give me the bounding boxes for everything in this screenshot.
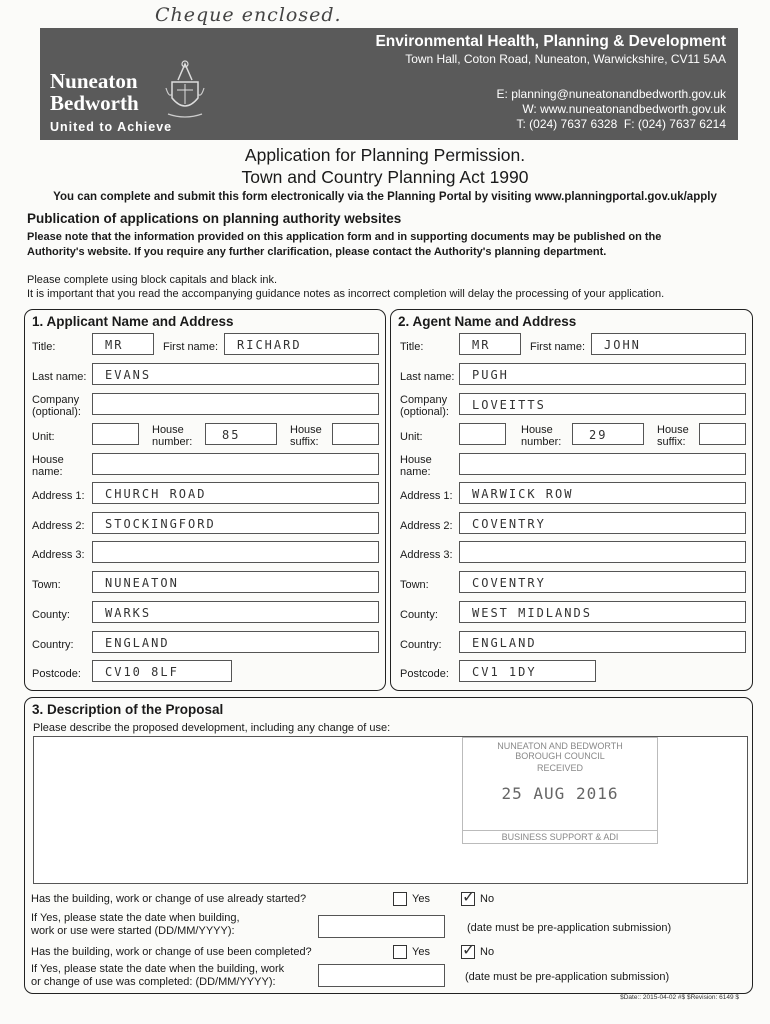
applicant-house-suffix-label-line-1: House (290, 424, 322, 436)
applicant-house-name-field[interactable] (92, 453, 379, 475)
applicant-address3-label: Address 3: (32, 549, 85, 561)
agent-house-suffix-label-line-2: suffix: (657, 436, 686, 448)
agent-house-number-label-line-2: number: (521, 436, 562, 448)
agent-first-name-label: First name: (530, 341, 586, 353)
agent-unit-field[interactable] (459, 423, 506, 445)
applicant-house-number-field[interactable] (205, 423, 277, 445)
agent-house-suffix-label-line-1: House (657, 424, 689, 436)
agent-company-field[interactable] (459, 393, 746, 415)
agent-house-suffix-label (657, 424, 689, 448)
stamp-line-2: BOROUGH COUNCIL (515, 751, 605, 761)
applicant-section-heading: 1. Applicant Name and Address (32, 314, 234, 329)
agent-company-label-line-1: Company (400, 394, 448, 406)
applicant-first-name-label: First name: (163, 341, 219, 353)
applicant-title-field[interactable] (92, 333, 154, 355)
check-mark-icon: ✓ (462, 942, 476, 959)
applicant-house-number-label-line-1: House (152, 424, 184, 436)
stamp-line-4: BUSINESS SUPPORT & ADI (463, 830, 657, 842)
stamp-line-1: NUNEATON AND BEDWORTH (497, 741, 623, 751)
applicant-house-number-value: 85 (222, 428, 241, 442)
applicant-country-field[interactable] (92, 631, 379, 653)
started-date-label (31, 912, 240, 937)
contact-phone-fax (517, 117, 727, 131)
applicant-unit-label: Unit: (32, 431, 55, 443)
agent-title-field[interactable] (459, 333, 521, 355)
completion-instructions (27, 273, 767, 301)
agent-last-name-field[interactable] (459, 363, 746, 385)
agent-address1-value: WARWICK ROW (472, 487, 574, 501)
applicant-county-value: WARKS (105, 606, 152, 620)
agent-address2-label: Address 2: (400, 520, 453, 532)
applicant-first-name-field[interactable] (224, 333, 379, 355)
agent-country-field[interactable] (459, 631, 746, 653)
agent-address1-label: Address 1: (400, 490, 453, 502)
header-banner (40, 28, 738, 140)
form-subtitle: Town and Country Planning Act 1990 (241, 167, 529, 187)
intro-text: You can complete and submit this form electronically via the Planning Portal by visiting www.planningportal.gov.uk/apply (53, 191, 717, 203)
agent-address2-value: COVENTRY (472, 517, 546, 531)
completed-question: Has the building, work or change of use been completed? (31, 946, 312, 958)
completed-yes-label: Yes (412, 946, 430, 958)
started-no-label: No (480, 893, 495, 905)
agent-county-label: County: (400, 609, 438, 621)
applicant-county-field[interactable] (92, 601, 379, 623)
agent-address3-field[interactable] (459, 541, 746, 563)
applicant-address2-field[interactable] (92, 512, 379, 534)
agent-last-name-label: Last name: (400, 371, 455, 383)
applicant-postcode-field[interactable] (92, 660, 232, 682)
applicant-company-label-line-1: Company (32, 394, 80, 406)
agent-unit-label: Unit: (400, 431, 423, 443)
department-address: Town Hall, Coton Road, Nuneaton, Warwickshire, CV11 5AA (405, 52, 726, 66)
applicant-address3-field[interactable] (92, 541, 379, 563)
agent-first-name-value: JOHN (604, 338, 641, 352)
applicant-section (24, 309, 386, 691)
completed-no-checkbox[interactable] (461, 942, 476, 959)
applicant-house-name-label-line-1: House (32, 454, 64, 466)
received-stamp (462, 737, 658, 844)
proposal-description-label: Please describe the proposed development, including any change of use: (33, 722, 391, 734)
agent-title-value: MR (472, 338, 491, 352)
applicant-house-number-label-line-2: number: (152, 436, 193, 448)
started-date-note: (date must be pre-application submission) (467, 922, 672, 934)
council-logo (50, 70, 139, 114)
completed-yes-checkbox[interactable] (393, 945, 407, 959)
applicant-county-label: County: (32, 609, 70, 621)
applicant-house-name-label-line-2: name: (32, 466, 63, 478)
applicant-town-label: Town: (32, 579, 61, 591)
completed-date-note: (date must be pre-application submission) (465, 971, 670, 983)
agent-house-number-field[interactable] (572, 423, 644, 445)
applicant-postcode-value: CV10 8LF (105, 665, 179, 679)
stamp-line-3: RECEIVED (536, 763, 583, 773)
publication-note (27, 230, 747, 259)
form-title: Application for Planning Permission. (244, 145, 526, 165)
agent-last-name-value: PUGH (472, 368, 509, 382)
agent-house-name-label-line-1: House (400, 454, 432, 466)
completed-no-label: No (480, 946, 495, 958)
agent-house-number-label-line-1: House (521, 424, 553, 436)
agent-country-label: Country: (400, 639, 442, 651)
stamp-date: 25 AUG 2016 (501, 784, 619, 803)
applicant-postcode-label: Postcode: (32, 668, 81, 680)
agent-section (390, 309, 753, 691)
agent-house-number-label (521, 424, 561, 448)
completed-date-label-line-2: or change of use was completed: (DD/MM/YYYY): (31, 975, 276, 988)
applicant-town-field[interactable] (92, 571, 379, 593)
agent-postcode-value: CV1 1DY (472, 665, 537, 679)
agent-postcode-field[interactable] (459, 660, 596, 682)
started-yes-label: Yes (412, 893, 430, 905)
applicant-address2-label: Address 2: (32, 520, 85, 532)
agent-house-name-label-line-2: name: (400, 466, 431, 478)
agent-address3-label: Address 3: (400, 549, 453, 561)
applicant-last-name-value: EVANS (105, 368, 152, 382)
contact-phone: T: (024) 7637 6328 (516, 117, 618, 131)
agent-county-value: WEST MIDLANDS (472, 606, 592, 620)
started-question: Has the building, work or change of use already started? (31, 893, 307, 905)
applicant-house-name-label (32, 454, 64, 478)
agent-country-value: ENGLAND (472, 636, 537, 650)
agent-postcode-label: Postcode: (400, 668, 449, 680)
applicant-title-label: Title: (32, 341, 56, 353)
completed-date-label (31, 963, 284, 988)
agent-address1-field[interactable] (459, 482, 746, 504)
agent-town-field[interactable] (459, 571, 746, 593)
agent-first-name-field[interactable] (591, 333, 746, 355)
applicant-town-value: NUNEATON (105, 576, 179, 590)
started-yes-checkbox[interactable] (393, 892, 407, 906)
applicant-last-name-field[interactable] (92, 363, 379, 385)
agent-county-field[interactable] (459, 601, 746, 623)
applicant-address2-value: STOCKINGFORD (105, 517, 216, 531)
completed-date-field[interactable] (318, 964, 445, 987)
applicant-company-label (32, 394, 81, 418)
proposal-section-heading: 3. Description of the Proposal (32, 702, 224, 717)
agent-company-label-line-2: (optional): (400, 406, 449, 418)
contact-fax: F: (024) 7637 6214 (623, 117, 726, 131)
contact-email: E: planning@nuneatonandbedworth.gov.uk (496, 87, 726, 101)
applicant-address1-field[interactable] (92, 482, 379, 504)
applicant-title-value: MR (105, 338, 124, 352)
started-date-field[interactable] (318, 915, 445, 938)
agent-section-heading: 2. Agent Name and Address (398, 314, 577, 329)
agent-house-name-field[interactable] (459, 453, 746, 475)
applicant-company-field[interactable] (92, 393, 379, 415)
applicant-house-suffix-label (290, 424, 322, 448)
agent-company-label (400, 394, 449, 418)
applicant-company-label-line-2: (optional): (32, 406, 81, 418)
contact-web: W: www.nuneatonandbedworth.gov.uk (522, 102, 726, 116)
started-date-label-line-2: work or use were started (DD/MM/YYYY): (31, 924, 235, 937)
tagline: United to Achieve (50, 120, 173, 134)
logo-line-2: Bedworth (50, 91, 139, 115)
applicant-unit-field[interactable] (92, 423, 139, 445)
applicant-first-name-value: RICHARD (237, 338, 302, 352)
instructions-line-1: Please complete using block capitals and black ink. (27, 274, 278, 286)
applicant-house-number-label (152, 424, 192, 448)
agent-company-value: LOVEITTS (472, 398, 546, 412)
instructions-line-2: It is important that you read the accompanying guidance notes as incorrect completion will delay the processing of your application. (27, 288, 665, 300)
agent-town-value: COVENTRY (472, 576, 546, 590)
agent-town-label: Town: (400, 579, 429, 591)
applicant-country-value: ENGLAND (105, 636, 170, 650)
started-date-label-line-1: If Yes, please state the date when building, (31, 912, 240, 924)
agent-house-name-label (400, 454, 432, 478)
applicant-house-suffix-label-line-2: suffix: (290, 436, 319, 448)
completed-date-label-line-1: If Yes, please state the date when the building, work (31, 963, 285, 975)
council-crest-icon (164, 58, 206, 120)
handwritten-annotation: Cheque enclosed. (155, 4, 342, 26)
applicant-country-label: Country: (32, 639, 74, 651)
publication-note-line-2: Authority's website. If you require any further clarification, please contact the Authority's planning department. (27, 245, 607, 258)
applicant-address1-value: CHURCH ROAD (105, 487, 207, 501)
agent-house-suffix-field[interactable] (699, 423, 746, 445)
department-name: Environmental Health, Planning & Development (375, 33, 726, 50)
logo-line-1: Nuneaton (50, 69, 138, 93)
applicant-house-suffix-field[interactable] (332, 423, 379, 445)
agent-house-number-value: 29 (589, 428, 608, 442)
agent-title-label: Title: (400, 341, 424, 353)
revision-footer: $Date:: 2015-04-02 #$ $Revision: 6149 $ (620, 994, 739, 1001)
publication-heading: Publication of applications on planning authority websites (27, 211, 402, 226)
agent-address2-field[interactable] (459, 512, 746, 534)
applicant-last-name-label: Last name: (32, 371, 87, 383)
publication-note-line-1: Please note that the information provided on this application form and in supporting documents may be published on the (27, 231, 662, 243)
check-mark-icon: ✓ (462, 889, 476, 906)
started-no-checkbox[interactable] (461, 889, 476, 906)
applicant-address1-label: Address 1: (32, 490, 85, 502)
